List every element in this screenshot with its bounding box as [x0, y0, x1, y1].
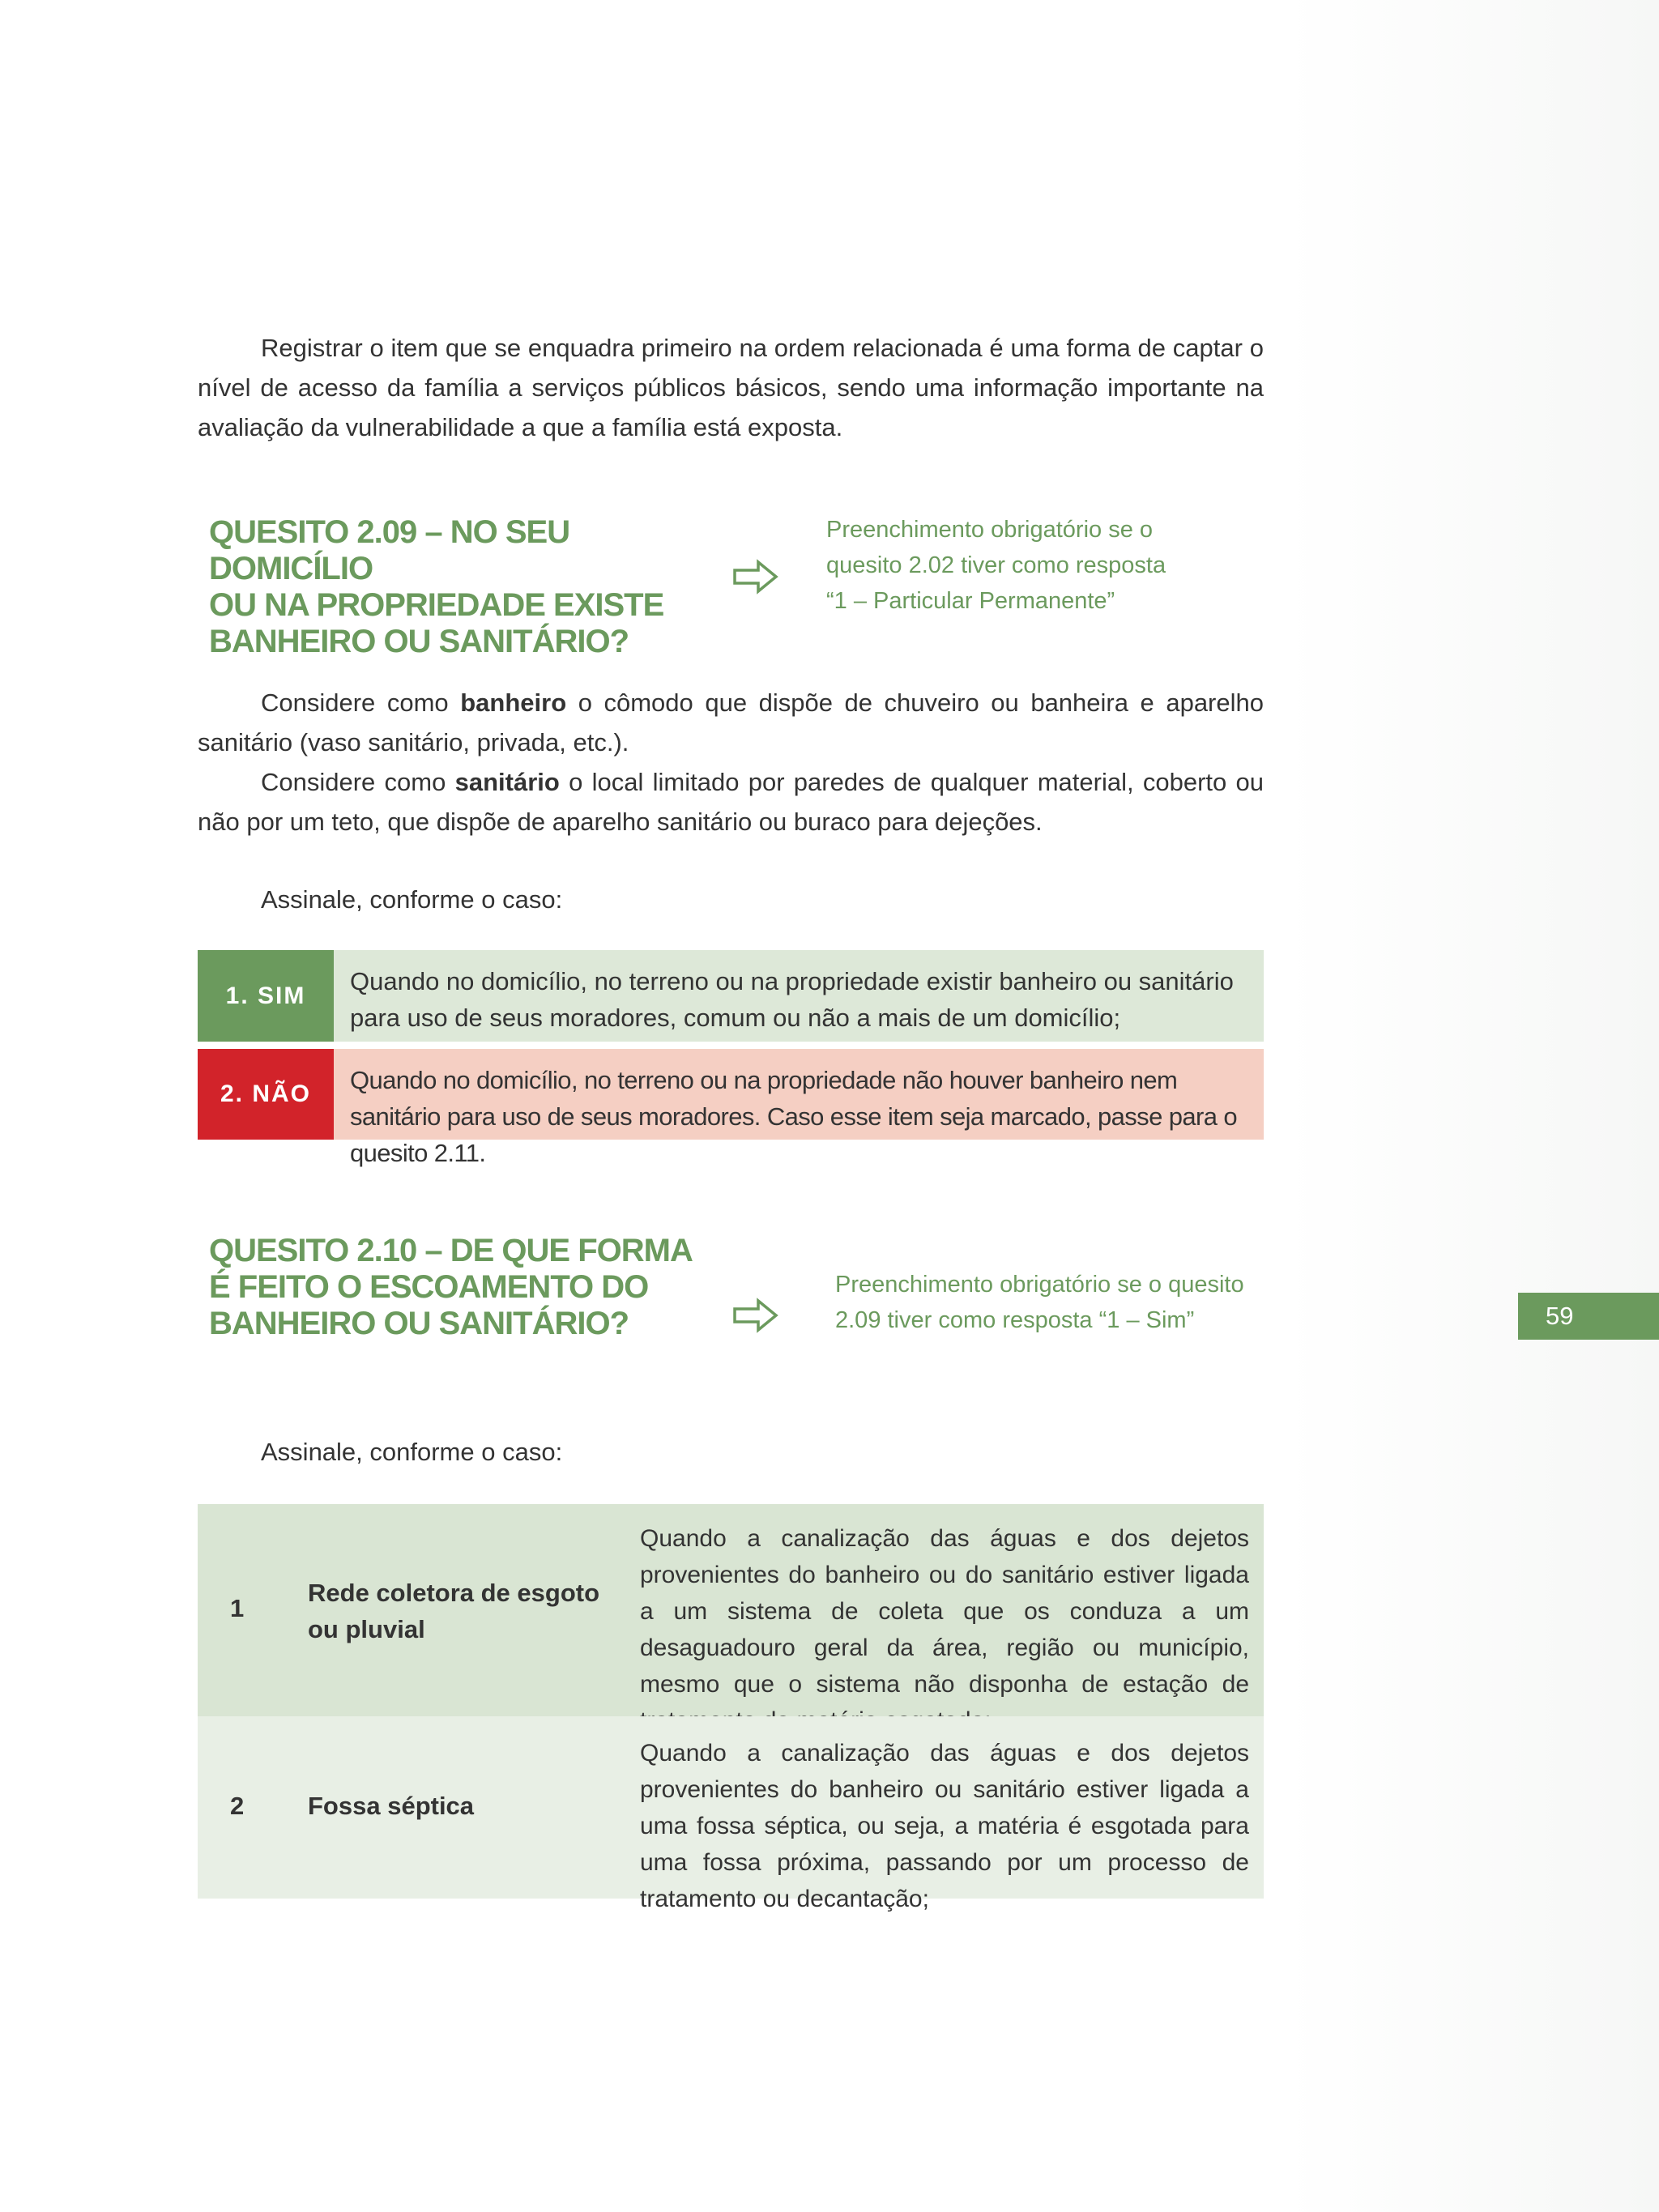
quesito-209-title: [209, 514, 727, 660]
quesito-210-title-line: É FEITO O ESCOAMENTO DO: [209, 1269, 649, 1305]
quesito-209-note: [826, 512, 1166, 619]
row-number: 2: [230, 1792, 245, 1820]
quesito-210-title: [209, 1233, 727, 1342]
row-name: Rede coletora de esgoto ou pluvial: [308, 1579, 600, 1643]
arrow-right-icon: [732, 559, 779, 595]
quesito-210-note: [835, 1267, 1244, 1338]
consider-sanitario-paragraph: [198, 762, 1264, 842]
assinale-label: Assinale, conforme o caso:: [261, 1438, 563, 1466]
quesito-210-title-line: BANHEIRO OU SANITÁRIO?: [209, 1306, 629, 1341]
quesito-209-note-line: quesito 2.02 tiver como resposta: [826, 552, 1166, 578]
quesito-209-title-line: BANHEIRO OU SANITÁRIO?: [209, 624, 629, 659]
quesito-210-title-line: QUESITO 2.10 – DE QUE FORMA: [209, 1233, 693, 1268]
consider-suffix: o cômodo que dispõe de chuveiro ou banheira e aparelho sanitário (vaso sanitário, privada, etc.).: [198, 688, 1264, 757]
table-row: [198, 1504, 1264, 1716]
option-nao-text: Quando no domicílio, no terreno ou na propriedade não houver banheiro nem sanitário para uso de seus moradores. Caso esse item seja marcado, passe para o quesito 2.11.: [334, 1049, 1264, 1140]
arrow-right-icon: [732, 1298, 779, 1333]
option-nao-label: 2. NÃO: [198, 1049, 334, 1140]
term-sanitario: sanitário: [454, 768, 560, 796]
consider-suffix: o local limitado por paredes de qualquer material, coberto ou não por um teto, que dispõe de aparelho sanitário ou buraco para dejeções.: [198, 768, 1264, 836]
quesito-209-title-line: QUESITO 2.09 – NO SEU DOMICÍLIO: [209, 514, 570, 586]
quesito-210-note-line: Preenchimento obrigatório se o quesito: [835, 1272, 1244, 1298]
consider-prefix: Considere como: [261, 688, 461, 717]
quesito-209-note-line: Preenchimento obrigatório se o: [826, 517, 1154, 543]
option-sim-text: Quando no domicílio, no terreno ou na propriedade existir banheiro ou sanitário para uso de seus moradores, comum ou não a mais de um domicílio;: [334, 950, 1264, 1042]
row-description: Quando a canalização das águas e dos dejetos provenientes do banheiro ou do sanitário estiver ligada a um sistema de coleta que os conduza a um desaguadouro geral da área, região ou município, mesmo que o sistema não disponha de estação de: [640, 1525, 1249, 1698]
consider-prefix: Considere como: [261, 768, 455, 796]
page-edge-shade: [1286, 0, 1659, 2212]
consider-banheiro-paragraph: [198, 683, 1264, 762]
table-row: [198, 1716, 1264, 1912]
page-number: 59: [1518, 1293, 1659, 1340]
quesito-209-note-line: “1 – Particular Permanente”: [826, 588, 1115, 614]
quesito-209-title-line: OU NA PROPRIEDADE EXISTE: [209, 587, 664, 623]
intro-paragraph: Registrar o item que se enquadra primeiro na ordem relacionada é uma forma de captar o nível de acesso da família a serviços públicos básicos, sendo uma informação importante na avaliação da vulnerabilidade a que a família está exposta.: [198, 334, 1264, 441]
quesito-210-note-line: 2.09 tiver como resposta “1 – Sim”: [835, 1307, 1195, 1333]
option-sim-label: 1. SIM: [198, 950, 334, 1042]
row-name: Fossa séptica: [308, 1792, 475, 1820]
term-banheiro: banheiro: [460, 688, 567, 717]
row-number: 1: [230, 1594, 245, 1622]
assinale-label: Assinale, conforme o caso:: [261, 885, 563, 914]
row-description: Quando a canalização das águas e dos dejetos provenientes do banheiro ou sanitário estiver ligada a uma fossa séptica, ou seja, a matéria é esgotada para uma fossa próxima, passando por um processo de tratamento ou decantação;: [640, 1740, 1249, 1912]
